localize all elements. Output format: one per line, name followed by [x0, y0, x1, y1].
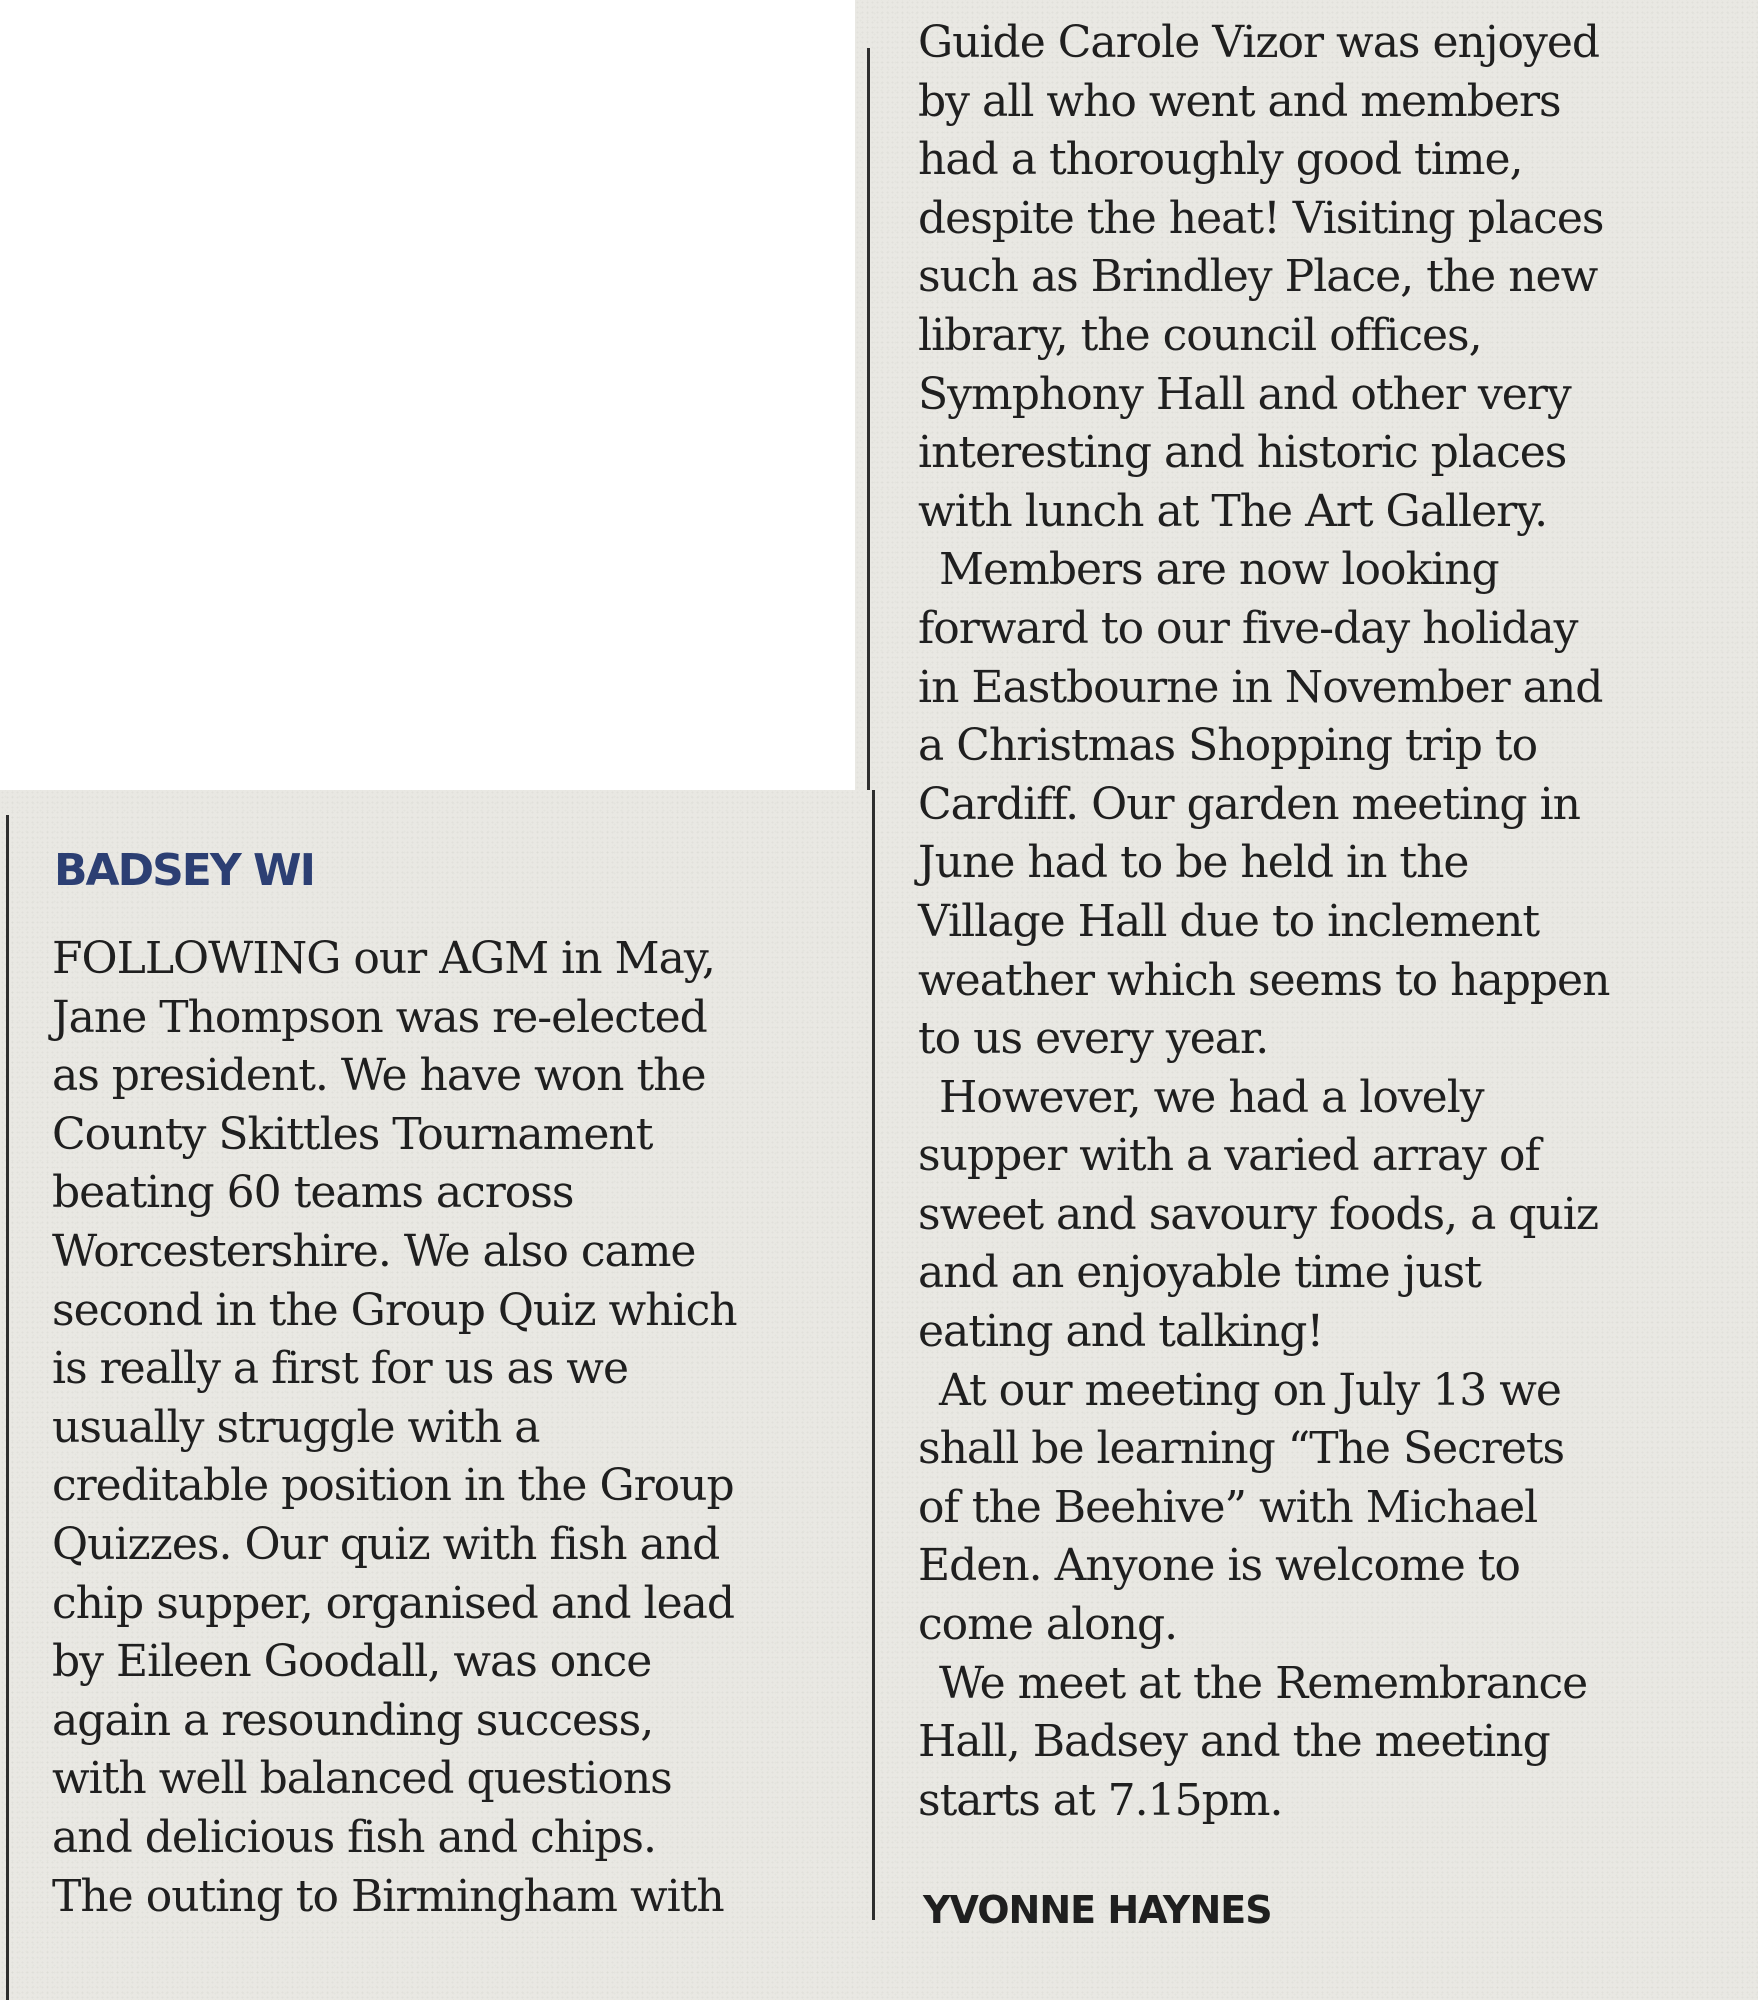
- text-line: Symphony Hall and other very: [918, 368, 1571, 420]
- column-rule-upper: [867, 48, 870, 790]
- text-line: The outing to Birmingham with: [52, 1870, 724, 1922]
- text-line: and delicious fish and chips.: [52, 1811, 656, 1863]
- text-line: by all who went and members: [918, 75, 1561, 127]
- text-line: library, the council offices,: [918, 309, 1482, 361]
- text-line: At our meeting on July 13 we: [918, 1364, 1561, 1416]
- text-line: FOLLOWING our AGM in May,: [52, 933, 715, 984]
- text-line: Quizzes. Our quiz with fish and: [52, 1518, 720, 1570]
- text-line: had a thoroughly good time,: [918, 134, 1523, 186]
- text-line: Members are now looking: [918, 544, 1499, 596]
- text-line: is really a first for us as we: [52, 1343, 628, 1395]
- text-line: starts at 7.15pm.: [918, 1774, 1283, 1826]
- text-line: However, we had a lovely: [918, 1071, 1484, 1123]
- text-line: Eden. Anyone is welcome to: [918, 1540, 1520, 1592]
- text-line: Hall, Badsey and the meeting: [918, 1716, 1550, 1768]
- text-line: Cardiff. Our garden meeting in: [918, 778, 1580, 830]
- text-line: to us every year.: [918, 1013, 1269, 1065]
- text-line: come along.: [918, 1599, 1178, 1651]
- text-line: June had to be held in the: [918, 837, 1469, 889]
- text-line: creditable position in the Group: [52, 1460, 734, 1512]
- text-line: beating 60 teams across: [52, 1167, 574, 1219]
- text-line: eating and talking!: [918, 1306, 1324, 1358]
- text-line: a Christmas Shopping trip to: [918, 720, 1538, 772]
- right-column-text: [918, 14, 1609, 1830]
- text-line: forward to our five-day holiday: [918, 602, 1578, 654]
- left-column-text: [52, 930, 737, 1926]
- text-line: and an enjoyable time just: [918, 1247, 1481, 1299]
- column-rule-middle: [872, 790, 875, 1920]
- text-line: with well balanced questions: [52, 1753, 672, 1805]
- text-line: Worcestershire. We also came: [52, 1225, 696, 1277]
- text-line: as president. We have won the: [52, 1050, 706, 1102]
- text-line: again a resounding success,: [52, 1694, 654, 1746]
- text-line: Jane Thompson was re-elected: [52, 991, 707, 1043]
- text-line: usually struggle with a: [52, 1401, 540, 1453]
- text-line: of the Beehive” with Michael: [918, 1481, 1538, 1533]
- text-line: weather which seems to happen: [918, 954, 1610, 1006]
- text-line: Village Hall due to inclement: [918, 895, 1540, 947]
- text-line: chip supper, organised and lead: [52, 1577, 735, 1629]
- text-line: by Eileen Goodall, was once: [52, 1636, 652, 1688]
- text-line: such as Brindley Place, the new: [918, 251, 1598, 303]
- column-rule-left: [6, 815, 9, 2000]
- text-line: with lunch at The Art Gallery.: [918, 485, 1548, 537]
- text-line: second in the Group Quiz which: [52, 1284, 737, 1336]
- article-byline: YVONNE HAYNES: [923, 1888, 1272, 1932]
- text-line: despite the heat! Visiting places: [918, 192, 1604, 244]
- article-headline: BADSEY WI: [54, 845, 314, 896]
- text-line: County Skittles Tournament: [52, 1108, 653, 1160]
- text-line: We meet at the Remembrance: [918, 1657, 1588, 1709]
- text-line: shall be learning “The Secrets: [918, 1423, 1565, 1475]
- text-line: Guide Carole Vizor was enjoyed: [918, 17, 1600, 68]
- text-line: supper with a varied array of: [918, 1130, 1540, 1182]
- text-line: sweet and savoury foods, a quiz: [918, 1188, 1599, 1240]
- text-line: in Eastbourne in November and: [918, 661, 1603, 713]
- text-line: interesting and historic places: [918, 427, 1567, 479]
